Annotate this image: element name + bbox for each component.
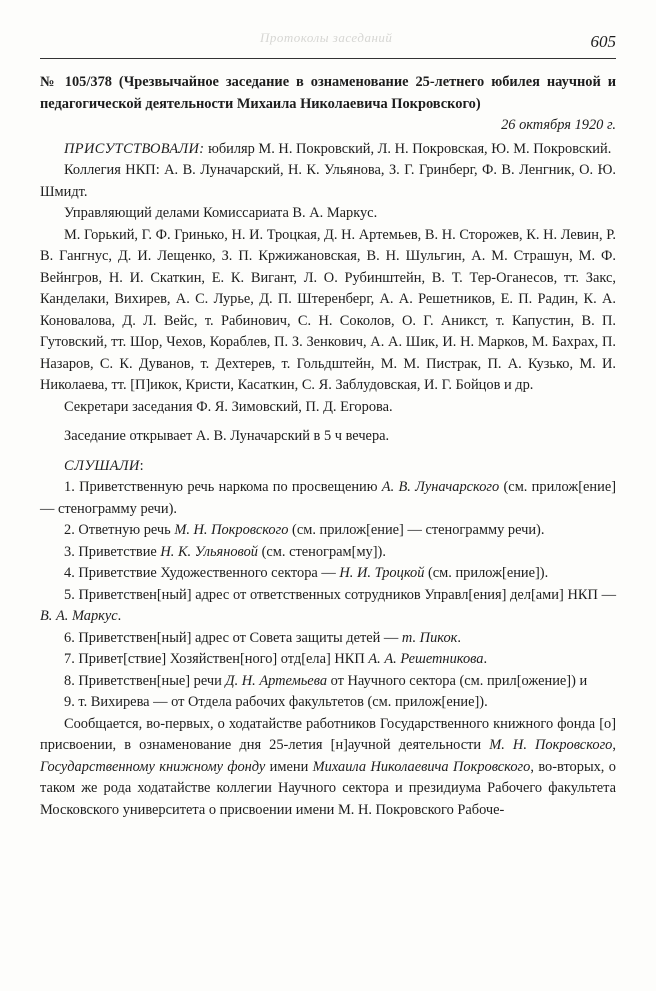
- item-speaker: Д. Н. Артемьева: [225, 672, 328, 689]
- item-text: .: [483, 651, 488, 667]
- agenda-item-5: [40, 585, 616, 628]
- item-text: (см. стенограм[му]).: [258, 543, 386, 560]
- agenda-item-6: [40, 628, 616, 650]
- item-text: .: [457, 629, 461, 646]
- item-text: 5. Приветствен[ный] адрес от ответственных сотрудников Управл[ения] дел[ами] НКП —: [64, 586, 616, 603]
- item-text: (см. прилож[ение] — стенограмму речи).: [288, 522, 545, 538]
- present-paragraph: [40, 139, 616, 161]
- final-text: , во-вторых, о таком же рода ходатайстве коллегии Научного сектора и президиума Рабочего факультета Московского университета о присвоении имени М. Н. Покровского Рабоче-: [40, 758, 616, 818]
- item-speaker: Н. К. Ульяновой: [160, 543, 259, 560]
- header-rule: [40, 58, 616, 59]
- heard-colon: :: [139, 457, 144, 474]
- present-text: юбиляр М. Н. Покровский, Л. Н. Покровская, Ю. М. Покровский.: [204, 140, 612, 157]
- final-name: Михаила Николаевича Покровского: [312, 758, 531, 775]
- item-text: от Научного сектора (см. прил[ожение]) и: [327, 672, 588, 689]
- item-text: 2. Ответную речь: [64, 522, 175, 538]
- item-text: (см. прилож[ение]).: [424, 565, 549, 581]
- final-text: имени: [265, 758, 313, 775]
- protocol-heading: № 105/378 (Чрезвычайное заседание в ознаменование 25-летнего юбилея научной и педагогической деятельности Михаила Николаевича Покровского): [40, 74, 616, 112]
- final-paragraph: [40, 714, 616, 822]
- heard-label: СЛУШАЛИ: [64, 457, 140, 474]
- manager-paragraph: Управляющий делами Комиссариата В. А. Маркус.: [64, 205, 378, 221]
- secretaries-paragraph: Секретари заседания Ф. Я. Зимовский, П. Д. Егорова.: [64, 398, 393, 415]
- item-text: .: [117, 608, 122, 624]
- agenda-item-9: 9. т. Вихирева — от Отдела рабочих факультетов (см. прилож[ение]).: [64, 694, 488, 710]
- agenda-item-7: [40, 649, 616, 671]
- item-text: 6. Приветствен[ный] адрес от Совета защиты детей —: [64, 629, 402, 646]
- item-speaker: А. А. Решетникова: [368, 651, 484, 667]
- final-text: Сообщается, во-первых, о ходатайстве работников Государственного книжного фонда [о] присвоении, в ознаменование дня 25-летия [н]аучной деятельности: [40, 715, 616, 753]
- ghost-right: Протоколы заседаний: [260, 30, 393, 45]
- agenda-item-8: [40, 671, 616, 693]
- agenda-item-2: [40, 520, 616, 542]
- final-text: ,: [612, 737, 616, 753]
- item-speaker: т. Пикок: [401, 629, 458, 646]
- item-text: 1. Приветственную речь наркома по просвещению: [64, 479, 382, 495]
- item-text: 3. Приветствие: [64, 543, 161, 560]
- final-name: Государственному книжному фонду: [40, 758, 266, 775]
- item-speaker: А. В. Луначарского: [381, 479, 500, 495]
- item-text: 7. Привет[ствие] Хозяйствен[ного] отд[ела] НКП: [64, 651, 369, 667]
- agenda-item-1: [40, 477, 616, 520]
- item-speaker: М. Н. Покровского: [174, 522, 289, 538]
- item-text: (см. прилож[ение] — стенограмму речи).: [40, 479, 616, 517]
- collegium-paragraph: Коллегия НКП: А. В. Луначарский, Н. К. Ульянова, З. Г. Гринберг, Ф. В. Ленгник, О. Ю. Шмидт.: [40, 162, 616, 200]
- document-body: [40, 72, 616, 821]
- item-text: 4. Приветствие Художественного сектора —: [64, 565, 340, 581]
- agenda-item-3: [40, 542, 616, 564]
- item-speaker: Н. И. Троцкой: [339, 565, 425, 581]
- opening-paragraph: Заседание открывает А. В. Луначарский в 5 ч вечера.: [64, 428, 390, 444]
- guests-paragraph: М. Горький, Г. Ф. Гринько, Н. И. Троцкая, Д. Н. Артемьев, В. Н. Сторожев, К. Н. Левин, Р. В. Гангнус, Д. И. Лещенко, З. П. Кржижановская, В. Н. Шульгин, А. М. Страшун, М. Ф. Вейнгров, Н. И. Скаткин, Е. К. Вигант, Л. О. Рубинштейн, В. Т. Тер-Оганесов, тт. Закс, Канделаки, Вихирев, А. С. Лурье, Д. П. Штеренберг, А. А. Решетников, Е. П. Радин, К. А. Коновалова, Д. Л. Вейс, т. Рабинович, С. Н. Соколов, О. Г. Аникст, т. Капустин, В. П. Гутовский, тт. Шор, Чехов, Кораблев, П. З. Зенкович, А. А. Шик, И. Н. Марков, М. Бахрах, П. Назаров, С. К. Дуванов, т. Дехтерев, т. Гольдштейн, М. М. Пистрак, П. А. Кузько, М. И. Николаева, тт. [П]икок, Кристи, Касаткин, С. Я. Заблудовская, И. Г. Бойцов и др.: [40, 226, 616, 393]
- item-speaker: В. А. Маркус: [40, 608, 118, 624]
- item-text: 8. Приветствен[ные] речи: [64, 672, 226, 689]
- present-label: ПРИСУТСТВОВАЛИ:: [64, 140, 205, 157]
- protocol-date: 26 октября 1920 г.: [501, 117, 616, 133]
- agenda-item-4: [40, 563, 616, 585]
- final-name: М. Н. Покровского: [489, 737, 613, 753]
- heard-heading: [40, 456, 616, 478]
- page-number: 605: [590, 32, 616, 51]
